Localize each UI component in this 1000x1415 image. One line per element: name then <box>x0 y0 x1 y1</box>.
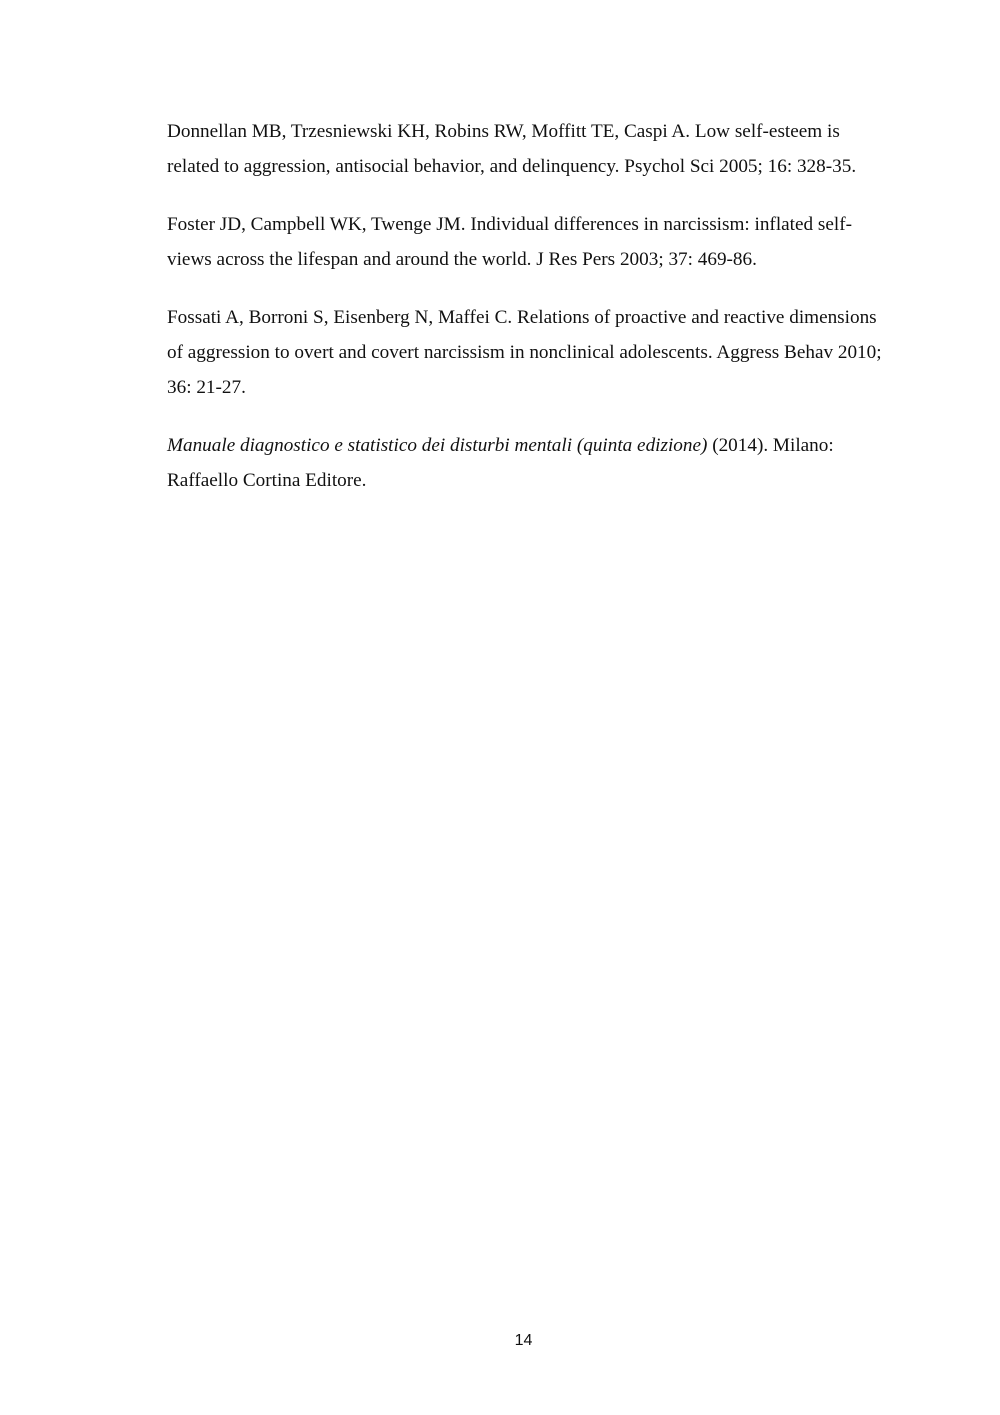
reference-list <box>167 114 887 521</box>
reference-dsm5-2014 <box>167 428 887 498</box>
reference-foster-2003 <box>167 207 887 277</box>
reference-donnellan-2005 <box>167 114 887 184</box>
reference-text: Foster JD, Campbell WK, Twenge JM. Individual differences in narcissism: inflated self-views across the lifespan and around the world. J Res Pers 2003; 37: 469-86. <box>167 214 853 270</box>
reference-text: (2014). Milano: Raffaello Cortina Editore. <box>167 435 834 491</box>
reference-text: Fossati A, Borroni S, Eisenberg N, Maffei C. Relations of proactive and reactive dimensions of aggression to overt and covert narcissism in nonclinical adolescents. Aggress Behav 2010; 36: 21-27. <box>167 307 882 398</box>
reference-book-title: Manuale diagnostico e statistico dei disturbi mentali (quinta edizione) <box>167 435 708 456</box>
reference-text: Donnellan MB, Trzesniewski KH, Robins RW, Moffitt TE, Caspi A. Low self-esteem is related to aggression, antisocial behavior, and delinquency. Psychol Sci 2005; 16: 328-35. <box>167 121 857 177</box>
page-number: 14 <box>514 1332 533 1349</box>
reference-fossati-2010 <box>167 300 887 405</box>
